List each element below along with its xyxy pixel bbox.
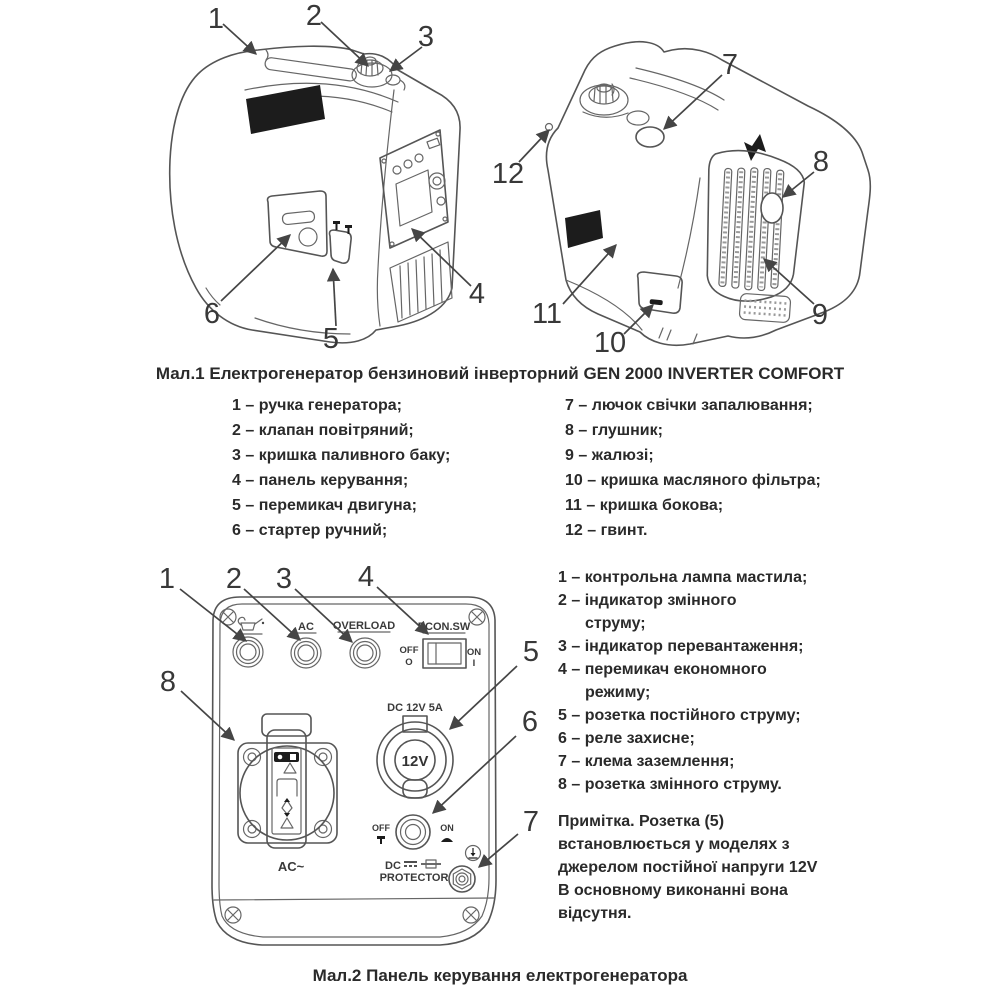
side-screw [546, 124, 553, 131]
figure1-caption: Мал.1 Електрогенератор бензиновий інверторний GEN 2000 INVERTER COMFORT [155, 364, 845, 383]
callout-5: 5 [322, 323, 340, 355]
label-sticker-rear [565, 210, 603, 248]
legend-item: 3 – індикатор перевантаження; [558, 638, 804, 655]
dc-current-icon [404, 862, 417, 866]
protector-off-label: OFF [372, 823, 390, 833]
note-line: джерелом постійної напруги 12V [558, 859, 818, 876]
legend-item: 4 – перемикач економного [558, 661, 767, 678]
socket-opening-icon [277, 779, 297, 796]
overload-label: OVERLOAD [332, 620, 396, 632]
legend-item: 6 – реле захисне; [558, 730, 695, 747]
callout-7: 7 [721, 49, 739, 81]
econ-switch [400, 621, 482, 669]
legend-item: 2 – клапан повітряний; [232, 422, 414, 439]
engine-switch [330, 221, 353, 263]
callout-3: 3 [417, 21, 435, 53]
diamond-arrows-icon [282, 798, 292, 817]
louver-grille [702, 149, 806, 304]
callout-4: 4 [357, 561, 375, 593]
callout-6: 6 [203, 298, 221, 330]
recoil-starter [268, 191, 328, 256]
vent-slats [390, 242, 452, 322]
legend-item: 8 – розетка змінного струму. [558, 776, 782, 793]
oil-can-icon [236, 617, 264, 634]
lower-grille [739, 293, 791, 322]
figure1-drawing [90, 0, 910, 360]
panel-screw [469, 609, 485, 625]
econ-sw-label: ECON.SW [417, 621, 471, 633]
warning-triangle-icon [281, 818, 293, 828]
protector-on-label: ON [440, 823, 454, 833]
fuel-cap-rear [580, 84, 628, 117]
callout-9: 9 [811, 299, 829, 331]
legend-item: 1 – контрольна лампа мастила; [558, 569, 808, 586]
figure2-caption: Мал.2 Панель керування електрогенератора [312, 966, 688, 985]
callout-11: 11 [531, 298, 563, 330]
ac-outlet-label: AC~ [277, 859, 305, 874]
dc-label: DC [385, 860, 401, 872]
callout-12: 12 [491, 158, 525, 190]
note-line: Примітка. Розетка (5) [558, 813, 725, 830]
dc-socket-label: 12V [401, 753, 429, 770]
legend-item: 1 – ручка генератора; [232, 397, 402, 414]
ac-socket [238, 714, 337, 874]
figure1-legend-left [232, 393, 552, 543]
legend-item: 5 – перемикач двигуна; [232, 497, 417, 514]
figure2-drawing [140, 555, 560, 960]
legend-item: 12 – гвинт. [565, 522, 648, 539]
oil-filter-cap [638, 272, 683, 313]
callout-7: 7 [522, 806, 540, 838]
callout-8: 8 [159, 666, 177, 698]
fuel-cap [352, 57, 405, 90]
dc-socket [377, 702, 453, 798]
fuse-icon [421, 860, 441, 868]
legend-item: 11 – кришка бокова; [565, 497, 724, 514]
econ-off-label: OFF [399, 645, 419, 656]
overload-indicator [333, 620, 395, 668]
ac-socket-cover [262, 714, 311, 848]
econ-on-symbol: I [472, 658, 476, 669]
legend-item-continuation: режиму; [585, 684, 651, 701]
legend-item: 2 – індикатор змінного [558, 592, 737, 609]
figure1-callouts [204, 0, 829, 359]
spark-plug-hatch [636, 127, 664, 147]
callout-2: 2 [225, 563, 243, 595]
legend-item: 3 – кришка паливного баку; [232, 447, 451, 464]
figure1-legend-right [565, 393, 905, 543]
note-line: встановлюється у моделях з [558, 836, 790, 853]
legend-item: 4 – панель керування; [232, 472, 409, 489]
econ-off-symbol: O [405, 657, 413, 668]
oil-lamp-indicator [233, 617, 264, 667]
callout-1: 1 [158, 563, 176, 595]
legend-item: 10 – кришка масляного фільтра; [565, 472, 821, 489]
callout-1: 1 [207, 3, 225, 35]
callout-6: 6 [521, 706, 539, 738]
protector-on-icon [441, 838, 453, 842]
direction-arrow-icon [744, 134, 766, 161]
note-block [558, 810, 878, 925]
label-sticker [246, 85, 325, 134]
legend-item: 5 – розетка постійного струму; [558, 707, 801, 724]
ac-label: AC [298, 621, 314, 633]
dc-rating-label: DC 12V 5A [387, 702, 443, 714]
callout-2: 2 [305, 0, 323, 32]
dc-protector-button [372, 815, 454, 884]
callout-10: 10 [593, 327, 627, 359]
panel-screw [463, 907, 479, 923]
note-line: В основному виконанні вона [558, 882, 788, 899]
protector-label: PROTECTOR [379, 872, 449, 884]
legend-item: 6 – стартер ручний; [232, 522, 388, 539]
callout-8: 8 [812, 146, 830, 178]
econ-on-label: ON [466, 647, 482, 658]
warning-triangle-icon [284, 763, 296, 773]
callout-4: 4 [468, 278, 486, 310]
panel-screw [225, 907, 241, 923]
protector-off-icon [377, 836, 385, 844]
legend-item: 9 – жалюзі; [565, 447, 654, 464]
callout-5: 5 [522, 636, 540, 668]
legend-item-continuation: струму; [585, 615, 646, 632]
callout-3: 3 [275, 563, 293, 595]
ac-indicator [291, 621, 321, 668]
figure2-legend [558, 566, 858, 796]
legend-item: 7 – клема заземлення; [558, 753, 735, 770]
ground-symbol-icon [466, 846, 481, 861]
note-line: відсутня. [558, 905, 632, 922]
legend-item: 8 – глушник; [565, 422, 663, 439]
muffler-opening [761, 193, 783, 223]
legend-item: 7 – лючок свічки запалювання; [565, 397, 813, 414]
ground-terminal [449, 846, 481, 893]
